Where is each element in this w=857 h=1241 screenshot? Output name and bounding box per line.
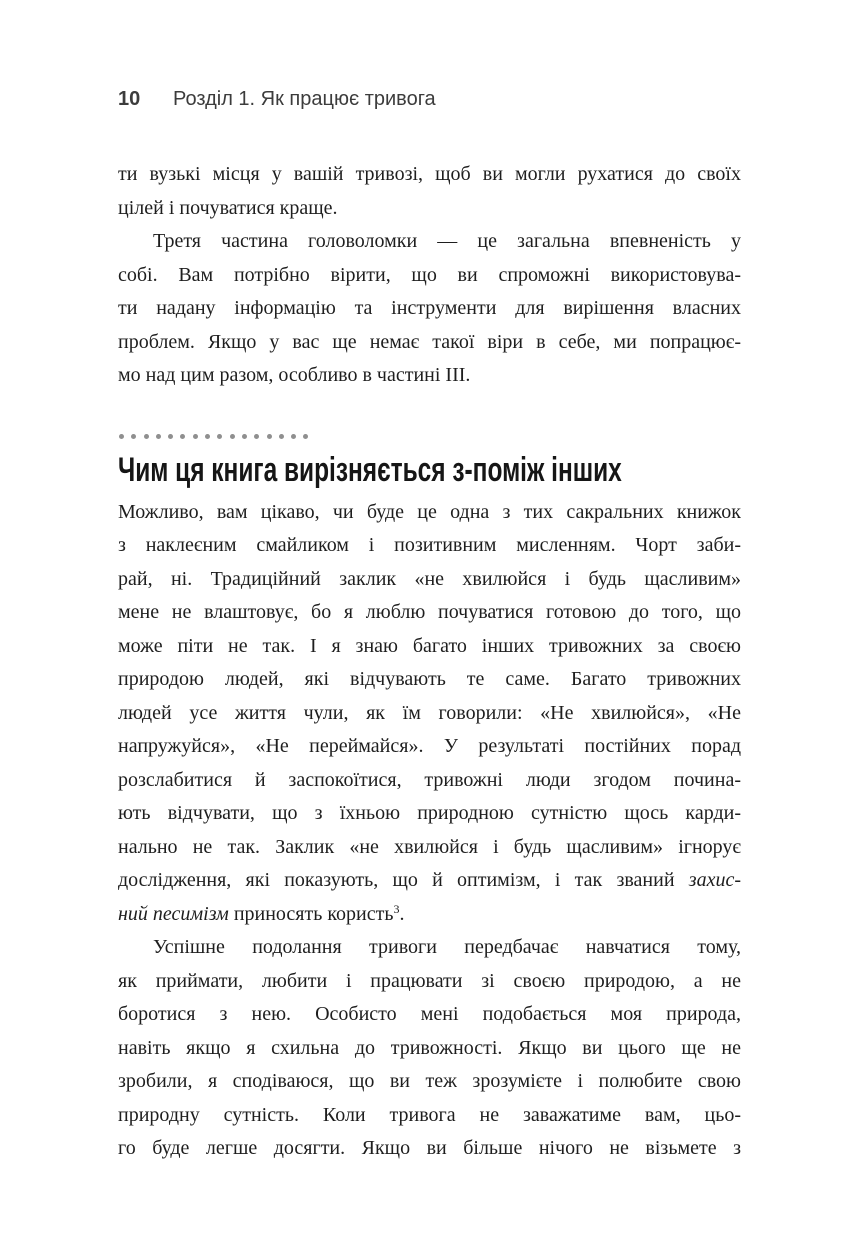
body-line: Можливо, вам цікаво, чи буде це одна з тих сакральних книжок [118,500,741,523]
dot [267,434,272,439]
dot [303,434,308,439]
paragraph [118,158,741,225]
body-text [118,158,741,1166]
body-line: природну сутність. Коли тривога не заважатиме вам, цьо- [118,1103,741,1126]
body-line: з наклеєним смайликом і позитивним мисленням. Чорт заби- [118,534,741,556]
footnote-ref: 3 [393,901,400,916]
body-line-text: приносять користь [228,902,394,925]
page-number: 10 [118,88,141,110]
dot [217,434,222,439]
dot [119,434,124,439]
dot [279,434,284,439]
dot [144,434,149,439]
body-line: Успішне подолання тривоги передбачає навчатися тому, [153,936,741,958]
body-line-text: . [399,902,405,925]
body-line: цілей і почуватися краще. [118,196,338,219]
dot [205,434,210,439]
body-line: природою людей, які відчувають те саме. Багато тривожних [118,668,741,690]
body-line: людей усе життя чули, як їм говорили: «Не хвилюйся», «Не [118,701,741,724]
dot [131,434,136,439]
body-line-text: дослідження, які показують, що й оптимізм, і так званий [118,869,675,891]
body-line [118,864,741,898]
dot [254,434,259,439]
dot [180,434,185,439]
body-line: напружуйся», «Не переймайся». У результаті постійних порад [118,735,741,757]
body-line: боротися з нею. Особисто мені подобається моя природа, [118,1003,741,1025]
body-line: мене не влаштовує, бо я люблю почуватися готовою до того, що [118,601,741,623]
dot [230,434,235,439]
running-header [118,87,741,111]
paragraph [118,931,741,1166]
paragraph [118,225,741,393]
section-heading-block [118,434,741,490]
body-line: зробили, я сподіваюся, що ви теж зрозумієте і полюбите свою [118,1070,741,1092]
body-line: собі. Вам потрібно вірити, що ви спроможні використовува- [118,263,741,286]
body-line: Третя частина головоломки — це загальна впевненість у [153,230,741,252]
section-divider-dots [119,434,741,439]
section-title: Чим ця книга вирізняється з-поміж інших [118,450,622,489]
body-line: як приймати, любити і працювати зі своєю природою, а не [118,969,741,992]
dot [291,434,296,439]
body-line: розслабитися й заспокоїтися, тривожні люди згодом почина- [118,768,741,791]
body-line: го буде легше досягти. Якщо ви більше нічого не візьмете з [118,1137,741,1159]
body-line: ють відчувати, що з їхньою природною сутністю щось карди- [118,802,741,824]
body-line: може піти не так. І я знаю багато інших тривожних за своєю [118,634,741,657]
body-line: ти надану інформацію та інструменти для вирішення власних [118,297,741,319]
chapter-title: Розділ 1. Як працює тривога [173,88,436,110]
italic-phrase: захис- [674,869,741,891]
dot [193,434,198,439]
body-line [118,898,741,932]
body-line: мо над цим разом, особливо в частині III. [118,364,471,386]
body-line: проблем. Якщо у вас ще немає такої віри в себе, ми попрацює- [118,330,741,353]
body-line: навіть якщо я схильна до тривожності. Якщо ви цього ще не [118,1036,741,1059]
paragraph [118,496,741,932]
dot [156,434,161,439]
body-line: нально не так. Заклик «не хвилюйся і будь щасливим» ігнорує [118,835,741,858]
italic-phrase: ний песимізм [118,902,229,925]
body-line: ти вузькі місця у вашій тривозі, щоб ви могли рухатися до своїх [118,163,741,185]
body-line: рай, ні. Традиційний заклик «не хвилюйся і будь щасливим» [118,567,741,590]
dot [168,434,173,439]
dot [242,434,247,439]
